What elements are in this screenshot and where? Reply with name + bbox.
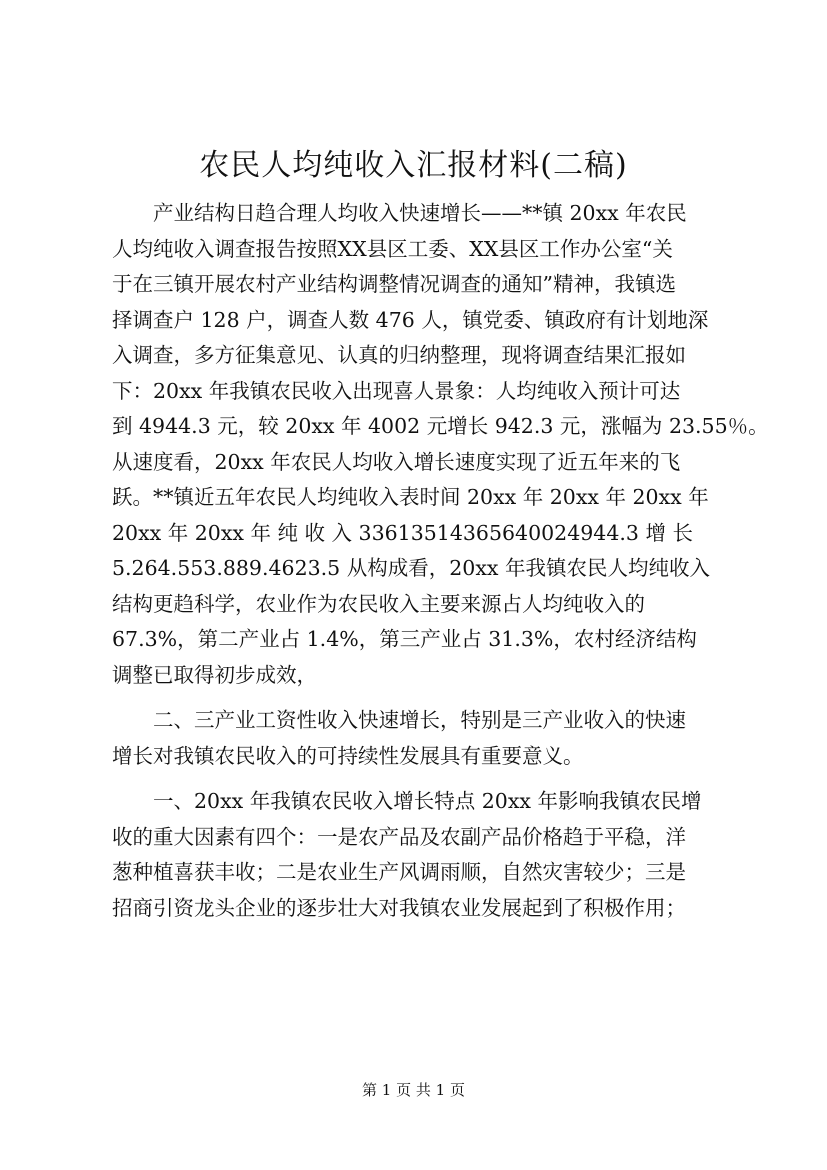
paragraph-gap [112, 774, 732, 784]
text-line: 葱种植喜获丰收；二是农业生产风调雨顺，自然灾害较少；三是 [112, 860, 686, 884]
text-line: 择调查户 128 户，调查人数 476 人，镇党委、镇政府有计划地深 [112, 307, 709, 332]
text-line: 调整已取得初步成效， [112, 662, 317, 687]
text-line: 跃。**镇近五年农民人均纯收入表时间 20xx 年 20xx 年 20xx 年 [112, 485, 709, 509]
text-line: 20xx 年 20xx 年 纯 收 入 33613514365640024944.3 增 长 [112, 520, 693, 545]
text-line: 从速度看，20xx 年农民人均收入增长速度实现了近五年来的飞 [112, 449, 681, 474]
text-line: 产业结构日趋合理人均收入快速增长——**镇 20xx 年农民 [112, 201, 687, 225]
text-line: 收的重大因素有四个：一是农产品及农副产品价格趋于平稳，洋 [112, 824, 686, 849]
text-line: 增长对我镇农民收入的可持续性发展具有重要意义。 [112, 743, 584, 768]
document-title: 农民人均纯收入汇报材料(二稿) [199, 148, 628, 183]
paragraph-3 [112, 784, 732, 926]
paragraph-1 [112, 196, 769, 693]
document-body [112, 196, 769, 926]
text-line: 人均纯收入调查报告按照XX县区工委、XX县区工作办公室“关 [112, 236, 673, 261]
text-line: 67.3%，第二产业占 1.4%，第三产业占 31.3%，农村经济结构 [112, 627, 697, 651]
text-line: 5.264.553.889.4623.5 从构成看，20xx 年我镇农民人均纯收入 [112, 556, 710, 580]
text-line: 入调查，多方征集意见、认真的归纳整理，现将调查结果汇报如 [112, 343, 686, 367]
text-line: 于在三镇开展农村产业结构调整情况调查的通知”精神，我镇选 [112, 272, 676, 296]
page-footer: 第 1 页 共 1 页 [362, 1081, 465, 1099]
paragraph-2 [112, 703, 732, 774]
text-line: 到 4944.3 元，较 20xx 年 4002 元增长 942.3 元，涨幅为 23.55％。 [112, 414, 769, 438]
paragraph-gap [112, 693, 732, 703]
text-line: 结构更趋科学，农业作为农民收入主要来源占人均纯收入的 [112, 591, 645, 616]
text-line: 下：20xx 年我镇农民收入出现喜人景象：人均纯收入预计可达 [112, 378, 681, 403]
text-line: 二、三产业工资性收入快速增长，特别是三产业收入的快速 [112, 708, 686, 732]
text-line: 一、20xx 年我镇农民收入增长特点 20xx 年影响我镇农民增 [112, 789, 702, 813]
text-line: 招商引资龙头企业的逐步壮大对我镇农业发展起到了积极作用； [112, 895, 686, 920]
